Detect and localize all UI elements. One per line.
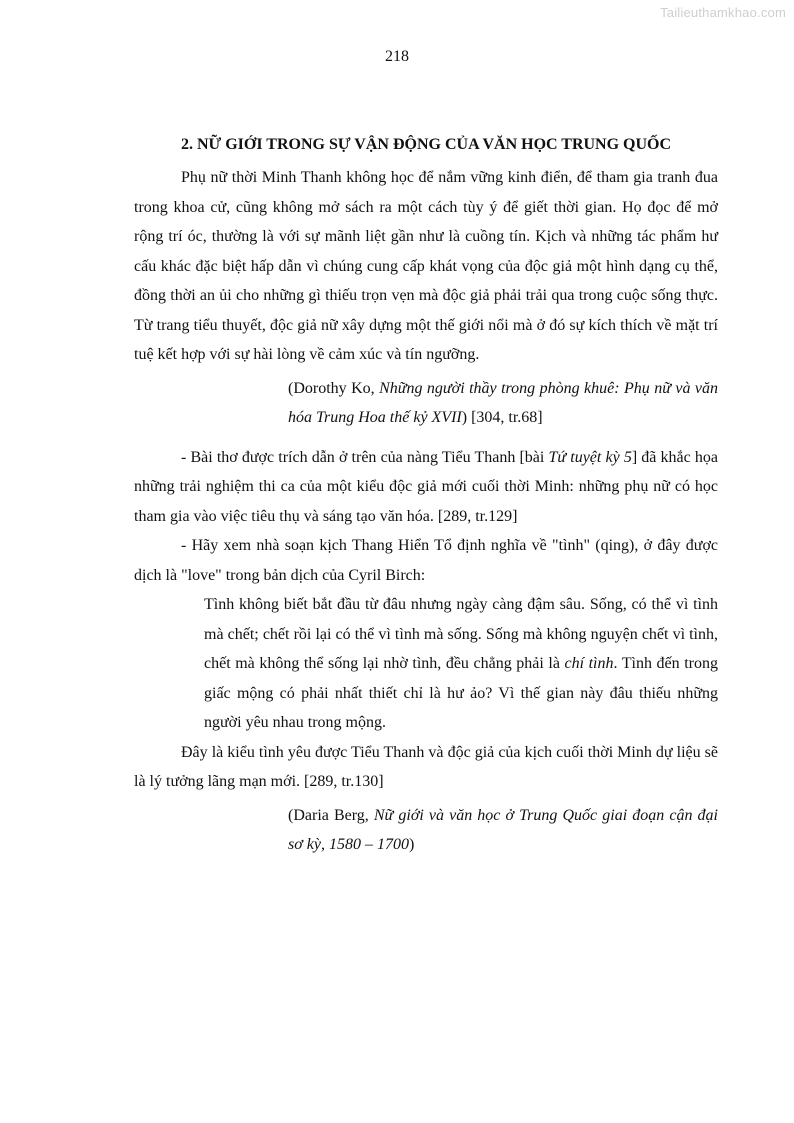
paragraph-2 <box>134 443 718 532</box>
paragraph-2-after: ] đã khắc họa những trải nghiệm thi ca của một kiểu độc giả mới cuối thời Minh: những phụ nữ có học tham gia vào việc tiêu thụ và sáng tạo văn hóa. [289, tr.129] <box>134 448 718 525</box>
citation-1-prefix: (Dorothy Ko, <box>288 379 380 397</box>
paragraph-2-before: - Bài thơ được trích dẫn ở trên của nàng Tiểu Thanh [bài <box>181 448 549 466</box>
paragraph-4: Đây là kiểu tình yêu được Tiểu Thanh và độc giả của kịch cuối thời Minh dự liệu sẽ là lý tưởng lãng mạn mới. [289, tr.130] <box>134 743 718 790</box>
paragraph-1: Phụ nữ thời Minh Thanh không học để nắm vững kinh điển, để tham gia tranh đua trong khoa cử, cũng không mở sách ra một cách tùy ý để giết thời gian. Họ đọc để mở rộng trí óc, thường là với sự mãnh liệt gần như là cuồng tín. Kịch và những tác phẩm hư cấu khác đặc biệt hấp dẫn vì chúng cung cấp khát vọng của độc giả một hình dạng cụ thể, đồng thời an ủi cho những gì thiếu trọn vẹn mà độc giả phải trải qua trong cuộc sống thực. Từ trang tiểu thuyết, độc giả nữ xây dựng một thế giới nổi mà ở đó sự kích thích về mặt trí tuệ kết hợp với sự hài lòng về cảm xúc và tín ngưỡng. <box>134 169 718 363</box>
section-heading: 2. NỮ GIỚI TRONG SỰ VẬN ĐỘNG CỦA VĂN HỌC TRUNG QUỐC <box>180 136 672 153</box>
page-number: 218 <box>385 48 409 65</box>
citation-2-title: Nữ giới và văn học ở Trung Quốc giai đoạn cận đại sơ kỳ, 1580 – 1700 <box>288 806 718 853</box>
quote-after: . Tình đến trong giấc mộng có phải nhất thiết chỉ là hư ảo? Vì thế gian này đâu thiếu những người yêu nhau trong mộng. <box>204 655 718 731</box>
citation-1-suffix: ) [304, tr.68] <box>461 409 543 426</box>
citation-1-title: Những người thầy trong phòng khuê: Phụ nữ và văn hóa Trung Hoa thế kỷ XVII <box>288 379 718 426</box>
document-body <box>134 132 718 870</box>
citation-2-prefix: (Daria Berg, <box>288 806 374 824</box>
citation-1 <box>288 374 718 433</box>
poem-title: Tứ tuyệt kỳ 5 <box>548 448 632 466</box>
citation-2-suffix: ) <box>408 836 415 853</box>
watermark-text: Tailieuthamkhao.com <box>660 5 786 20</box>
citation-2 <box>288 801 718 860</box>
block-quote <box>204 590 718 738</box>
paragraph-3: - Hãy xem nhà soạn kịch Thang Hiển Tổ định nghĩa về "tình" (qing), ở đây được dịch là "love" trong bản dịch của Cyril Birch: <box>134 537 718 584</box>
quote-before: Tình không biết bắt đầu từ đâu nhưng ngày càng đậm sâu. Sống, có thể vì tình mà chết; chết rồi lại có thể vì tình mà sống. Sống mà không nguyện chết vì tình, chết mà không thể sống lại nhờ tình, đều chẳng phải là <box>204 596 718 672</box>
quote-italic-term: chí tình <box>564 655 614 672</box>
